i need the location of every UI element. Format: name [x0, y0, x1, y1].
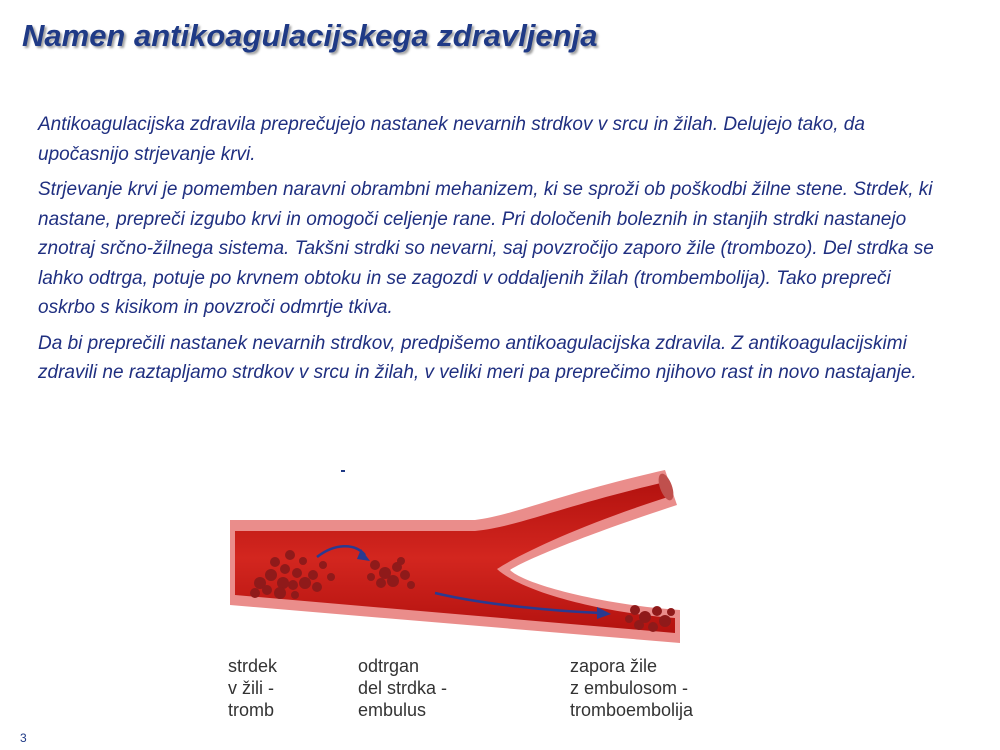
paragraph-1: Antikoagulacijska zdravila preprečujejo nastanek nevarnih strdkov v srcu in žilah. Delujejo tako, da upočasnijo strjevanje krvi. — [38, 114, 865, 165]
caption-line: odtrgan — [358, 656, 420, 676]
paragraph-3: Da bi preprečili nastanek nevarnih strdkov, predpišemo antikoagulacijska zdravila. Z antikoagulacijskimi zdravili ne raztapljamo strdkov v srcu in žilah, v veliki meri pa preprečimo njihovo rast in novo nastajanje. — [38, 332, 917, 383]
caption-line: tromboembolija — [570, 700, 694, 720]
caption-thrombus — [228, 655, 277, 721]
caption-thromboembolism — [570, 655, 693, 721]
caption-line: v žili - — [228, 678, 274, 698]
caption-line: zapora žile — [570, 656, 658, 676]
blood-vessel-illustration — [225, 465, 715, 655]
caption-embolus — [358, 655, 447, 721]
slide-title: Namen antikoagulacijskega zdravljenja — [22, 18, 598, 53]
page-number: 3 — [20, 731, 27, 745]
body-text — [38, 110, 948, 394]
caption-line: del strdka - — [358, 678, 448, 698]
caption-line: tromb — [228, 700, 275, 720]
caption-line: embulus — [358, 700, 427, 720]
caption-line: strdek — [228, 656, 278, 676]
paragraph-2: Strjevanje krvi je pomemben naravni obrambni mehanizem, ki se sproži ob poškodbi žilne stene. Strdek, ki nastane, prepreči izgubo krvi in omogoči celjenje rane. Pri določenih boleznih in stanjih strdki nastanejo znotraj srčno-žilnega sistema. Takšni strdki so nevarni, saj povzročijo zaporo žile (trombozo). Del strdka se lahko odtrga, potuje po krvnem obtoku in se zagozdi v oddaljenih žilah (trombembolija). Tako prepreči oskrbo s kisikom in povzroči odmrtje tkiva. — [38, 179, 934, 318]
caption-line: z embulosom - — [570, 678, 689, 698]
blood-vessel-svg — [225, 465, 715, 655]
